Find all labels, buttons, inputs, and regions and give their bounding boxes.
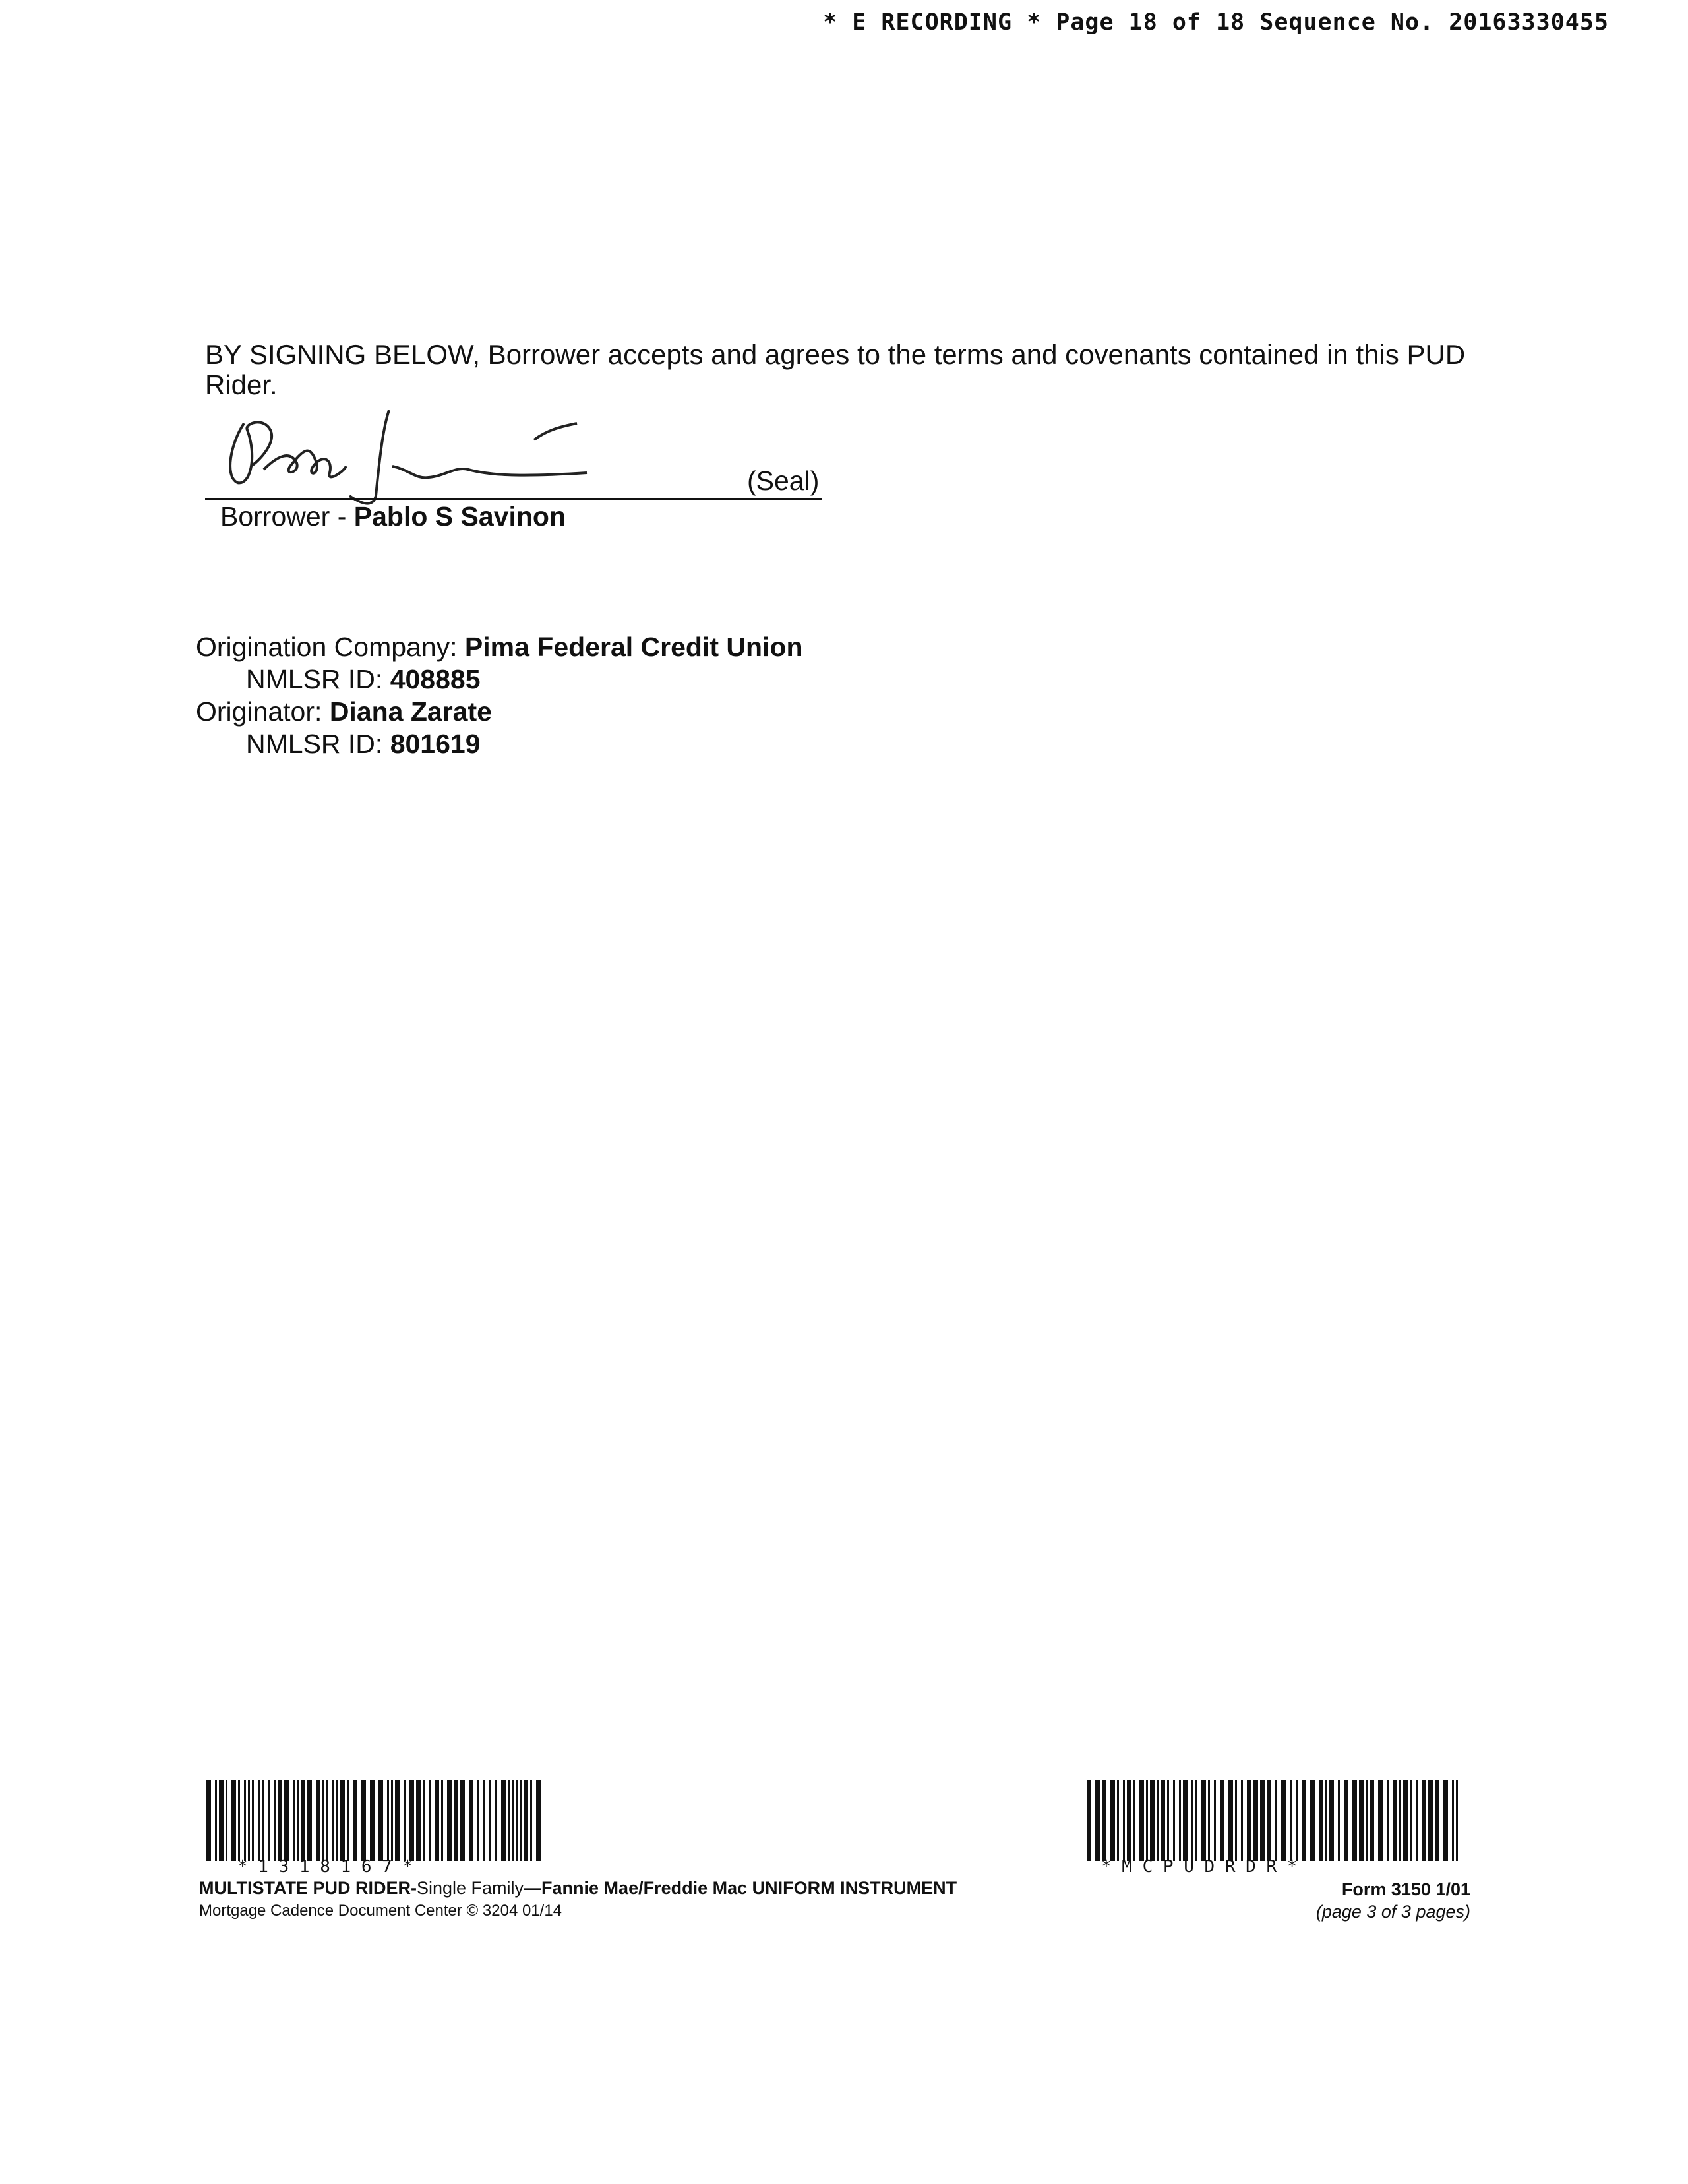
origination-company-line [196,632,803,663]
document-center-line: Mortgage Cadence Document Center © 3204 01/14 [199,1902,562,1920]
originator-nmlsr-label: NMLSR ID: [246,729,390,759]
form-title [199,1878,957,1898]
form-barcode-text: * M C P U D R D R * [1101,1857,1298,1877]
borrower-name-line [220,501,566,532]
borrower-signature [218,404,653,509]
borrower-name: Pablo S Savinon [353,501,566,531]
originator-label: Originator: [196,696,330,727]
originator-nmlsr-line [246,729,481,760]
originator-line [196,696,492,727]
agreement-text: BY SIGNING BELOW, Borrower accepts and agrees to the terms and covenants contained in this PUD Rider. [205,339,1466,400]
originator-nmlsr-id: 801619 [390,729,481,759]
form-number: Form 3150 1/01 [1341,1879,1470,1899]
origination-company-label: Origination Company: [196,632,465,662]
company-nmlsr-id: 408885 [390,664,481,694]
signature-line [205,498,822,500]
seal-label: (Seal) [747,466,820,496]
page-count: (page 3 of 3 pages) [1315,1902,1470,1922]
form-title-part3: —Fannie Mae/Freddie Mac UNIFORM INSTRUMENT [524,1878,957,1898]
company-nmlsr-label: NMLSR ID: [246,664,390,694]
form-barcode [1087,1780,1464,1861]
origination-company-name: Pima Federal Credit Union [464,632,803,662]
recording-header: * E RECORDING * Page 18 of 18 Sequence No. 20163330455 [823,9,1609,36]
borrower-prefix: Borrower - [220,501,354,531]
loan-barcode-text: * 1 3 1 8 1 6 7 * [237,1857,413,1877]
form-title-part2: Single Family [416,1878,524,1898]
originator-name: Diana Zarate [329,696,492,727]
company-nmlsr-line [246,664,481,695]
form-title-part1: MULTISTATE PUD RIDER- [199,1878,417,1898]
loan-barcode [206,1780,544,1861]
